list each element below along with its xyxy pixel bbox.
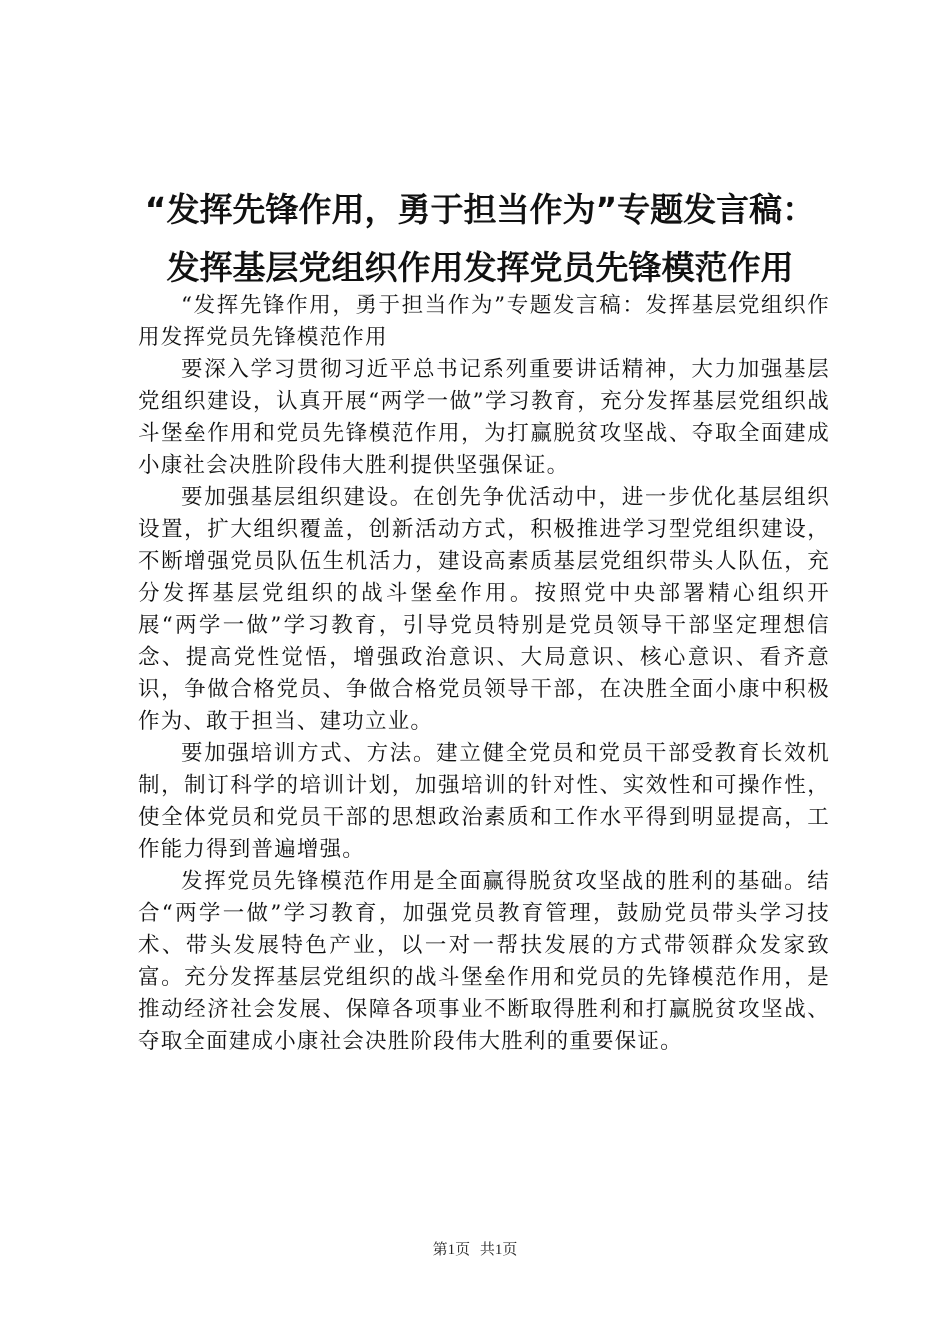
page-footer	[0, 1240, 950, 1260]
paragraph: 要深入学习贯彻习近平总书记系列重要讲话精神，大力加强基层党组织建设，认真开展“两学一做”学习教育，充分发挥基层党组织战斗堡垒作用和党员先锋模范作用，为打赢脱贫攻坚战、夺取全面建成小康社会决胜阶段伟大胜利提供坚强保证。	[138, 357, 830, 478]
document-title-line-2: 发挥基层党组织作用发挥党员先锋模范作用	[166, 248, 794, 287]
paragraph: 发挥党员先锋模范作用是全面赢得脱贫攻坚战的胜利的基础。结合“两学一做”学习教育，加强党员教育管理，鼓励党员带头学习技术、带头发展特色产业，以一对一帮扶发展的方式带领群众发家致富。充分发挥基层党组织的战斗堡垒作用和党员的先锋模范作用，是推动经济社会发展、保障各项事业不断取得胜利和打赢脱贫攻坚战、夺取全面建成小康社会决胜阶段伟大胜利的重要保证。	[138, 869, 830, 1054]
document-body	[138, 290, 830, 1058]
paragraph: 要加强培训方式、方法。建立健全党员和党员干部受教育长效机制，制订科学的培训计划，加强培训的针对性、实效性和可操作性，使全体党员和党员干部的思想政治素质和工作水平得到明显提高，工作能力得到普遍增强。	[138, 741, 830, 862]
paragraph: 要加强基层组织建设。在创先争优活动中，进一步优化基层组织设置，扩大组织覆盖，创新活动方式，积极推进学习型党组织建设，不断增强党员队伍生机活力，建设高素质基层党组织带头人队伍，充分发挥基层党组织的战斗堡垒作用。按照党中央部署精心组织开展“两学一做”学习教育，引导党员特别是党员领导干部坚定理想信念、提高党性觉悟，增强政治意识、大局意识、核心意识、看齐意识，争做合格党员、争做合格党员领导干部，在决胜全面小康中积极作为、敢于担当、建功立业。	[138, 485, 830, 734]
document-title-line-1: “发挥先锋作用，勇于担当作为”专题发言稿：	[144, 190, 816, 229]
paragraph: “发挥先锋作用，勇于担当作为”专题发言稿：发挥基层党组织作用发挥党员先锋模范作用	[138, 293, 830, 350]
page-number-total: 共1页	[479, 1242, 518, 1258]
page-number-current: 第1页	[432, 1242, 471, 1258]
